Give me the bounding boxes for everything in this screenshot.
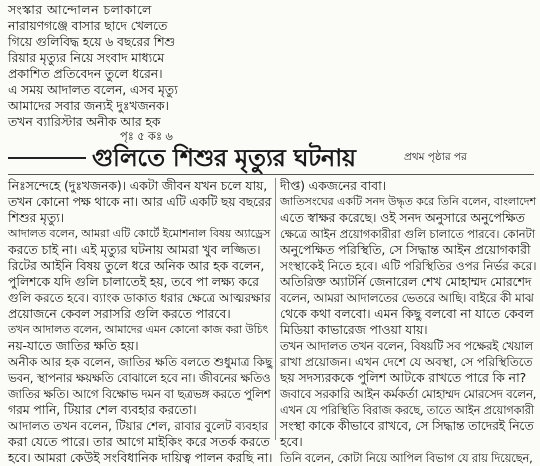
text-line: করতে চাই না। এই মৃত্যুর ঘটনায় আমরা খুব লজ্জিত। — [8, 242, 261, 257]
text-line: আমাদের সবার জন্যই দুঃখজনক। — [8, 98, 169, 113]
text-line: তখন আদালত বলেন, আমাদের এমন কোনো কাজ করা উচিৎ — [8, 323, 269, 336]
text-line: প্রয়োজনে কেবল সরাসরি গুলি করতে পারবে। — [8, 306, 231, 321]
headline-continued-note: প্রথম পৃষ্ঠার পর — [404, 151, 467, 163]
text-line: সংস্কার আন্দোলন চলাকালে — [8, 2, 152, 17]
text-line: নয়-যাতে জাতির ক্ষতি হয়। — [8, 338, 139, 353]
text-line: হবে। — [280, 434, 303, 449]
text-line: রাখা প্রয়োজন। এখন দেশে যে অবস্থা, সে পরিস্থিতিতে — [280, 355, 533, 369]
text-line: বলেন, আমরা আদালতের ভেতরে আছি। বাইরে কী মাঝ — [280, 291, 534, 305]
text-line: সংস্থাকেই নিতে হবে। এটি পরিস্থিতির ওপর নির্ভর করে। — [280, 259, 537, 273]
text-line: দীপ্ত) একজনের বাবা। — [280, 178, 386, 193]
text-line: তখন ব্যারিস্টার অনীক আর হক — [8, 114, 161, 129]
text-line: রিয়ার মৃত্যুর নিয়ে সংবাদ মাধ্যমে — [8, 50, 164, 65]
text-line: এ সময় আদালত বলেন, এসব মৃত্যু — [8, 82, 178, 97]
headline-rule-left — [8, 157, 86, 159]
text-line: গরম পানি, টিয়ার শেল ব্যবহার করতো। — [8, 402, 197, 417]
text-line: হবে। আমরা কেউই সংবিধানিক দায়িত্ব পালন করছি না। — [8, 450, 273, 465]
text-line: গিয়ে গুলিবিদ্ধ হয়ে ৬ বছরের শিশু — [8, 34, 176, 49]
text-line: জাতিসংঘের একটি সনদ উদ্ধৃত করে তিনি বলেন, বাংলাদেশ — [280, 195, 536, 208]
text-line: গুলি করতে হবে। ব্যাংক ডাকাত ধরার ক্ষেত্রে আত্মরক্ষার — [8, 291, 271, 305]
text-line: আদালত তখন বলেন, টিয়ার শেল, রাবার বুলেট ব্যবহার — [8, 419, 269, 433]
text-line: অনুপেক্ষিত পরিস্থিতি, সে সিদ্ধান্ত আইন প্রয়োগকারী — [280, 242, 531, 257]
text-line: শিশুর মৃত্যু। — [8, 210, 65, 225]
text-line: তখন কোনো পক্ষ থাকে না। আর এটি একটি ছয় বছরের — [8, 194, 272, 209]
text-line: এতে স্বাক্ষর করেছে। ওই সনদ অনুসারে অনুপেক্ষিত — [280, 210, 525, 225]
page-jump-reference: পৃঃ ৫ কঃ ৬ — [120, 129, 173, 143]
text-line: প্রকাশিত প্রতিবেদন তুলে ধরেন। — [8, 66, 163, 81]
text-line: জবাবে সরকারি আইন কর্মকর্তা মোহাম্মদ মোরসেদ বলেন, — [280, 387, 537, 401]
text-line: জাতির ক্ষতি। আগে বিক্ষোভ দমন বা ছত্রভঙ্গ করতে পুলিশ — [8, 387, 271, 401]
headline-title: গুলিতে শিশুর মৃত্যুর ঘটনায় — [92, 144, 356, 172]
column-divider — [275, 178, 276, 440]
text-line: আদালত বলেন, আমরা এটি কোর্টে ইমোশনাল বিষয় অ্যাড্রেস — [8, 227, 271, 240]
text-line: রিটের আইনি বিষয় তুলে ধরে অনিক আর হক বলেন, — [8, 258, 265, 273]
text-line: অনীক আর হক বলেন, জাতির ক্ষতি বলতে শুধুমাত্র কিছু — [8, 355, 273, 369]
text-line: ছয় সদস্যরককে পুলিশ আটকে রাখতে পারে কি না? — [280, 370, 527, 385]
text-line: তখন আদালত তখন বলেন, বিষয়টি সব পক্ষেরই খেয়াল — [280, 339, 533, 353]
text-line: এখন যে পরিস্থিতি বিরাজ করছে, তাতে আইন প্রয়োগকারী — [280, 403, 534, 417]
text-line: তিনি বলেন, কোটা নিয়ে আপিল বিভাগ যে রায় দিয়েছেন, — [280, 451, 533, 465]
text-line: অতিরিক্ত অ্যাটর্নি জেনারেল শেখ মোহাম্মদ মোরশেদ — [280, 274, 532, 289]
text-line: নিঃসন্দেহে (দুঃখজনক)। একটা জীবন যখন চলে যায়, — [8, 178, 268, 193]
text-line: পুলিশকে যদি গুলি চালাতেই হয়, তবে পা লক্ষ্য করে — [8, 274, 259, 289]
text-line: সংস্থা কাকে কীভাবে রাখবে, সে সিদ্ধান্ত তাদেরই নিতে — [280, 418, 534, 433]
text-line: মিডিয়া কাভারেজ পাওয়া যায়। — [280, 322, 428, 337]
text-line: করা যেতে পারে। তার আগে মাইকিং করে সতর্ক করতে — [8, 434, 270, 449]
headline-underline — [8, 174, 534, 175]
text-line: ক্ষেত্রে আইন প্রয়োগকারীরা গুলি চালাতে পারবে। কোনটা — [280, 227, 535, 241]
text-line: থেকে কথা বলবো। এমন কিছু বলবো না যাতে কেবল — [280, 306, 534, 321]
text-line: ভবন, স্থাপনার ক্ষয়ক্ষতি বোঝালে হবে না। জীবনের ক্ষতিও — [8, 371, 271, 385]
text-line: নারায়ণগঞ্জে বাসার ছাদে খেলতে — [8, 18, 168, 33]
